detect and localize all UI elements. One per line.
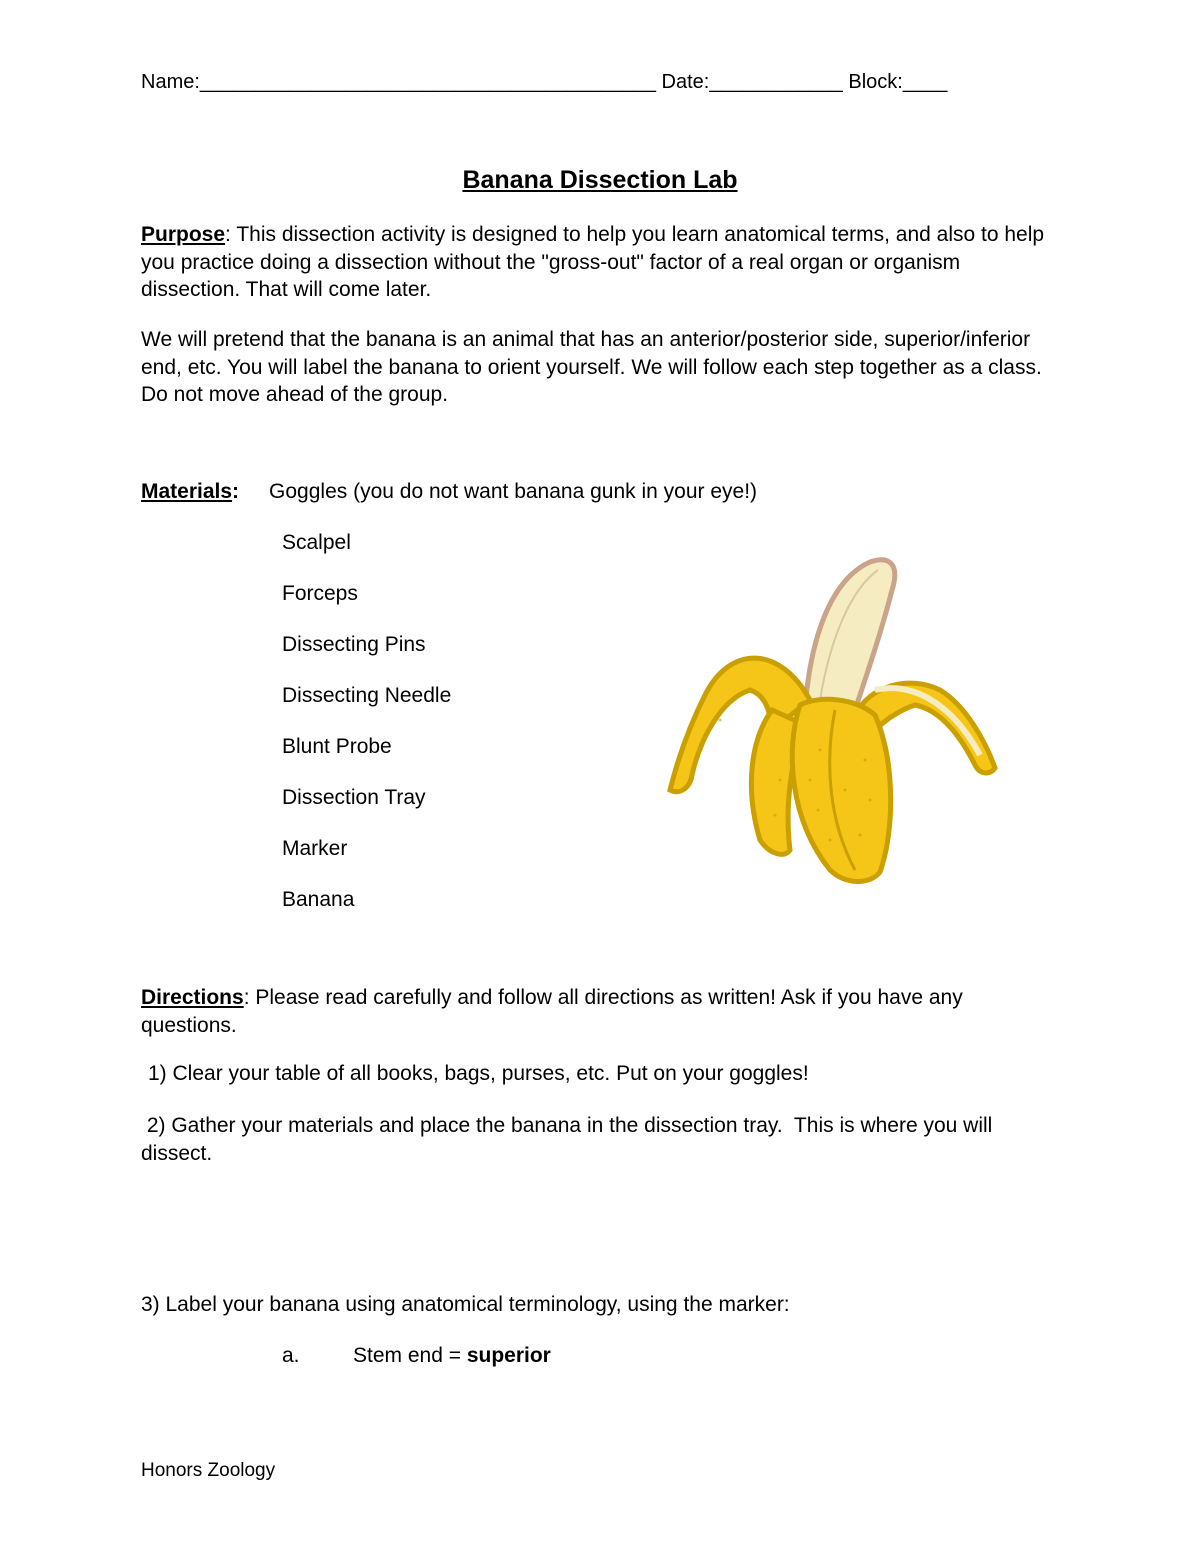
materials-colon: : — [232, 480, 240, 503]
block-label: Block: — [848, 71, 903, 93]
purpose-text: : This dissection activity is designed to help you learn anatomical terms, and also to help you practice doing a dissection without the "gross-out" factor of a real organ or organism dissection. That will come later. — [141, 223, 1045, 301]
banana-peel-front — [792, 699, 890, 881]
step-3: 3) Label your banana using anatomical terminology, using the marker: — [141, 1293, 790, 1316]
step-3a — [282, 1344, 551, 1368]
material-item: Blunt Probe — [282, 735, 392, 758]
directions-paragraph — [141, 984, 1061, 1039]
materials-heading — [141, 480, 757, 504]
footer-text: Honors Zoology — [141, 1460, 276, 1481]
block-blank[interactable]: ____ — [902, 71, 948, 93]
materials-list — [282, 530, 451, 938]
banana-icon — [660, 550, 1010, 890]
step-2: 2) Gather your materials and place the banana in the dissection tray. This is where you will dissect. — [141, 1114, 999, 1165]
material-item: Forceps — [282, 582, 358, 605]
material-item: Marker — [282, 837, 348, 860]
material-item: Dissecting Pins — [282, 633, 426, 656]
name-label: Name: — [141, 71, 200, 93]
name-blank[interactable]: _________________________________________ — [199, 71, 656, 93]
step-1: 1) Clear your table of all books, bags, purses, etc. Put on your goggles! — [148, 1062, 809, 1085]
step-3a-term: superior — [466, 1344, 551, 1367]
pretend-paragraph: We will pretend that the banana is an animal that has an anterior/posterior side, superior/inferior end, etc. You will label the banana to orient yourself. We will follow each step together as a class. Do not move ahead of the group. — [141, 328, 1042, 406]
material-item: Banana — [282, 888, 355, 911]
step-3a-text: Stem end = — [353, 1344, 467, 1367]
date-blank[interactable]: ____________ — [709, 71, 843, 93]
step-3a-letter: a. — [282, 1344, 300, 1367]
materials-first-item: Goggles (you do not want banana gunk in your eye!) — [269, 480, 758, 503]
page-title: Banana Dissection Lab — [462, 166, 738, 194]
material-item: Dissecting Needle — [282, 684, 452, 707]
materials-label: Materials — [141, 480, 233, 503]
purpose-paragraph — [141, 221, 1061, 304]
purpose-label: Purpose — [141, 223, 226, 246]
directions-label: Directions — [141, 986, 244, 1009]
date-label: Date: — [661, 71, 710, 93]
material-item: Scalpel — [282, 531, 351, 554]
header-line — [141, 71, 947, 94]
material-item: Dissection Tray — [282, 786, 426, 809]
directions-text: : Please read carefully and follow all directions as written! Ask if you have any questions. — [141, 986, 963, 1037]
